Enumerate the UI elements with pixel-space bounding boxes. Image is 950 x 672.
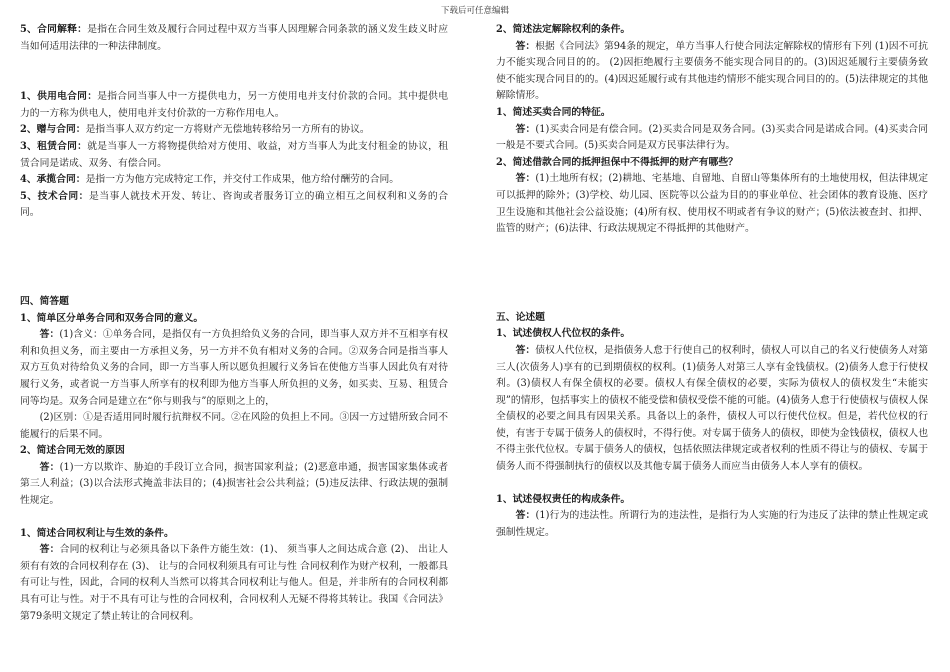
definition-item (20, 189, 448, 222)
answer-paragraph (496, 343, 928, 476)
answer-paragraph (496, 39, 928, 105)
question-title: 2、简述法定解除权利的条件。 (496, 24, 631, 35)
definition-item (20, 22, 448, 55)
answer-text: (1)行为的违法性。所谓行为的违法性，是指行为人实施的行为违反了法律的禁止性规定或强制性规定。 (496, 510, 928, 538)
right-column (496, 22, 928, 541)
page-header: 下载后可任意编辑 (440, 6, 509, 16)
answer-paragraph (496, 171, 928, 237)
definition-text: 就是当事人一方将物提供给对方使用、收益，对方当事人为此支付租金的协议，租赁合同是诺成、双务、有偿合同。 (20, 140, 448, 169)
definition-item (20, 139, 448, 172)
question-title: 1、试述侵权责任的构成条件。 (496, 493, 631, 505)
definition-term: 2、赠与合同： (20, 124, 86, 136)
definition-text: 是指一方为他方完成特定工作，并交付工作成果，他方给付酬劳的合同。 (85, 174, 400, 186)
definition-term: 1、供用电合同： (20, 91, 98, 103)
answer-label: 答： (515, 510, 536, 522)
answer-paragraph (20, 327, 448, 410)
answer-paragraph (20, 542, 448, 625)
definition-item (20, 89, 448, 122)
definition-item (20, 122, 448, 139)
answer-paragraph: (2)区别：①是否适用同时履行抗辩权不同。②在风险的负担上不同。③因一方过错所致合同不能履行的后果不同。 (20, 412, 448, 440)
question-title: 2、简述借款合同的抵押担保中不得抵押的财产有哪些？ (496, 156, 738, 168)
question-title: 1、简述合同权利让与生效的条件。 (20, 527, 174, 539)
answer-paragraph (496, 122, 928, 155)
question-title: 1、试述债权人代位权的条件。 (496, 328, 631, 340)
answer-label: 答： (39, 544, 60, 556)
answer-paragraph (20, 460, 448, 510)
answer-label: 答： (515, 123, 536, 135)
answer-text: (1)土地所有权；(2)耕地、宅基地、自留地、自留山等集体所有的土地使用权，但法律规定可以抵押的除外；(3)学校、幼儿园、医院等以公益为目的的事业单位、社会团体的教育设施、医疗卫生设施和其他社会公益设施；(4)所有权、使用权不明或者有争议的财产；(5)依法被查封、扣押、监管的财产；(6)法律、行政法规规定不得抵押的其他财产。 (496, 173, 928, 235)
answer-text: 根据《合同法》第94条的规定，单方当事人行使合同法定解除权的情形有下列 (1)因不可抗力不能实现合同目的的。 (2)因拒绝履行主要债务不能实现合同目的的。(3)因迟延履行主要债务致使不能实现合同目的的。(4)因迟延履行或有其他违约情形不能实现合同目的的。(5)法律规定的其他解除情形。 (496, 40, 928, 102)
answer-label: 答： (515, 173, 536, 185)
definition-item (20, 172, 448, 189)
answer-label: 答： (39, 329, 60, 341)
definition-term: 5、合同解释： (20, 24, 88, 35)
answer-paragraph (496, 508, 928, 541)
answer-text: 债权人代位权，是指债务人怠于行使自己的权利时，债权人可以自己的名义行使债务人对第三人(次债务人)享有的已到期债权的权利。(1)债务人对第三人享有金钱债权。(2)债务人怠于行使权利。(3)债权人有保全债权的必要。债权人有保全债权的必要，实际为债权人的债权发生“未能实现”的情形，包括事实上的债权不能受偿和债权受偿不能的可能。(4)债务人怠于行使债权与债权人保全债权的必要之间具有因果关系。具备以上的条件，债权人可以行使代位权。但是，若代位权的行使，有害于专属于债务人的债权时，不得行使。对专属于债务人的债权，即使为金钱债权，债权人也不得主张代位权。专属于债务人的债权，包括依照法律规定或者权利的性质不得让与的债权、专属于债务人而不得强制执行的债权以及其他专属于债务人而应当由债务人本人享有的债权。 (496, 344, 929, 473)
definition-term: 4、承揽合同： (20, 174, 86, 186)
definition-text: 是指合同当事人中一方提供电力，另一方使用电并支付价款的合同。其中提供电力的一方称为供电人，使用电并支付价款的一方称作用电人。 (20, 91, 448, 119)
section-heading: 四、简答题 (20, 295, 69, 307)
answer-label: 答： (515, 344, 536, 356)
definition-text: 是指当事人双方约定一方将财产无偿地转移给另一方所有的协议。 (85, 124, 370, 136)
answer-text: 合同的权利让与必须具备以下条件方能生效：(1)、 须当事人之间达成合意 (2)、 出让人须有有效的合同权利存在 (3)、 让与的合同权利须具有可让与性 合同权利作为财产权利，一般都具有可让与性，因此，合同的权利人当然可以将其合同权利让与他人。但是，并非所有的合同权利都具有可让与性。对于不具有可让与性的合同权利，合同权利人无疑不得将其转让。我国《合同法》第79条明文规定了禁止转让的合同权利。 (20, 544, 448, 622)
answer-label: 答： (515, 40, 536, 52)
answer-text: (1)一方以欺诈、胁迫的手段订立合同，损害国家利益；(2)恶意串通，损害国家集体或者第三人利益；(3)以合法形式掩盖非法目的；(4)损害社会公共利益；(5)违反法律、行政法规的强制性规定。 (20, 461, 449, 507)
question-title: 2、简述合同无效的原因 (20, 445, 125, 457)
definition-text: 是当事人就技术开发、转让、咨询或者服务订立的确立相互之间权利和义务的合同。 (20, 190, 448, 219)
definition-term: 5、技术合同： (20, 190, 89, 202)
left-column (20, 22, 448, 625)
section-heading: 五、论述题 (496, 311, 545, 323)
answer-text: (1)含义：①单务合同，是指仅有一方负担给负义务的合同，即当事人双方并不互相享有权利和负担义务，而主要由一方承担义务，另一方并不负有相对义务的合同。②双务合同是指当事人双方互负对待给负义务的合同，即一方当事人所以愿负担履行义务旨在使他方当事人因此负有对待履行义务，或者说一方当事人所享有的权利即为他方当事人所负担的义务，如买卖、互易、租赁合同等均是。双务合同是建立在“你与则我与”的原则之上的， (20, 329, 448, 407)
definition-text: 是指在合同生效及履行合同过程中双方当事人因理解合同条款的涵义发生歧义时应当如何适用法律的一种法律制度。 (20, 24, 448, 52)
answer-text: (1)买卖合同是有偿合同。(2)买卖合同是双务合同。(3)买卖合同是诺成合同。(4)买卖合同一般是不要式合同。(5)买卖合同是双方民事法律行为。 (496, 123, 928, 152)
definition-term: 3、租赁合同： (20, 140, 88, 152)
answer-label: 答： (39, 461, 60, 473)
question-title: 1、简单区分单务合同和双务合同的意义。 (20, 312, 204, 324)
question-title: 1、简述买卖合同的特征。 (496, 106, 611, 118)
